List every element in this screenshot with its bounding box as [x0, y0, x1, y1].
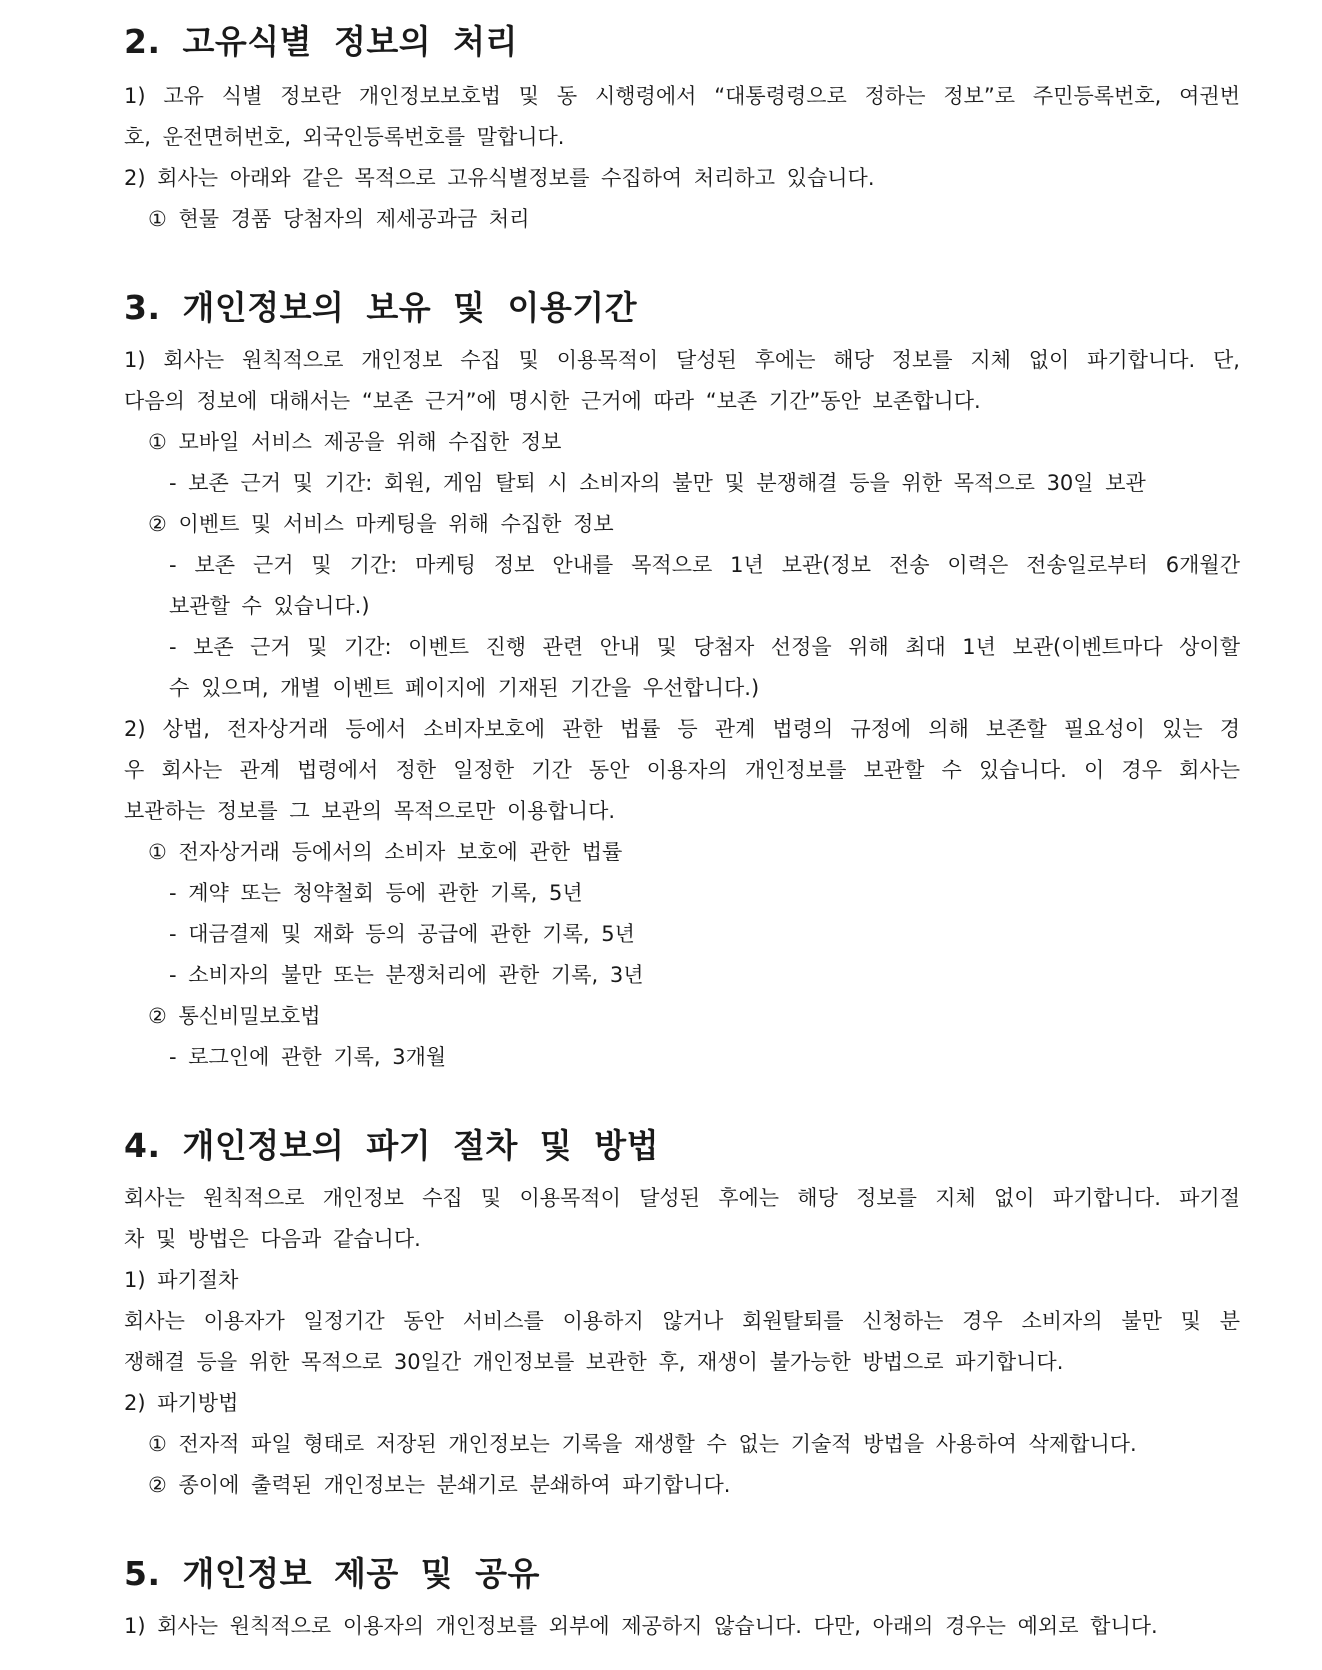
section-4-heading-1: 1) 파기절차: [124, 1268, 239, 1292]
section-3-law-1-a: - 계약 또는 청약철회 등에 관한 기록, 5년: [169, 881, 583, 905]
section-3: [124, 286, 1240, 1078]
section-3-para-2b: 우 회사는 관계 법령에서 정한 일정한 기간 동안 이용자의 개인정보를 보관할 수 있습니다. 이 경우 회사는: [124, 758, 1240, 782]
section-4-para-1a: 회사는 원칙적으로 개인정보 수집 및 이용목적이 달성된 후에는 해당 정보를 지체 없이 파기합니다. 파기절: [124, 1186, 1240, 1210]
section-3-item-1-detail: - 보존 근거 및 기간: 회원, 게임 탈퇴 시 소비자의 불만 및 분쟁해결 등을 위한 목적으로 30일 보관: [169, 471, 1146, 495]
section-2-para-1a: 1) 고유 식별 정보란 개인정보보호법 및 동 시행령에서 “대통령령으로 정하는 정보”로 주민등록번호, 여권번: [124, 84, 1240, 108]
section-4-para-2b: 쟁해결 등을 위한 목적으로 30일간 개인정보를 보관한 후, 재생이 불가능한 방법으로 파기합니다.: [124, 1350, 1064, 1374]
section-gap: [124, 240, 1240, 286]
section-3-item-2: ② 이벤트 및 서비스 마케팅을 위해 수집한 정보: [148, 512, 614, 536]
section-3-law-1: ① 전자상거래 등에서의 소비자 보호에 관한 법률: [148, 840, 623, 864]
section-4: [124, 1124, 1240, 1506]
section-4-para-2a: 회사는 이용자가 일정기간 동안 서비스를 이용하지 않거나 회원탈퇴를 신청하는 경우 소비자의 불만 및 분: [124, 1309, 1240, 1333]
section-2-para-1b: 호, 운전면허번호, 외국인등록번호를 말합니다.: [124, 125, 565, 149]
section-3-para-2a: 2) 상법, 전자상거래 등에서 소비자보호에 관한 법률 등 관계 법령의 규정에 의해 보존할 필요성이 있는 경: [124, 717, 1240, 741]
section-2: [124, 20, 1240, 240]
section-2-para-2: 2) 회사는 아래와 같은 목적으로 고유식별정보를 수집하여 처리하고 있습니다.: [124, 166, 875, 190]
section-3-title: 3. 개인정보의 보유 및 이용기간: [124, 288, 637, 327]
section-4-heading-2: 2) 파기방법: [124, 1391, 239, 1415]
section-3-law-2: ② 통신비밀보호법: [148, 1004, 321, 1028]
section-2-item-1: ① 현물 경품 당첨자의 제세공과금 처리: [148, 207, 530, 231]
section-5-para-1: 1) 회사는 원칙적으로 이용자의 개인정보를 외부에 제공하지 않습니다. 다만, 아래의 경우는 예외로 합니다.: [124, 1614, 1158, 1638]
section-4-para-1b: 차 및 방법은 다음과 같습니다.: [124, 1227, 421, 1251]
section-4-title: 4. 개인정보의 파기 절차 및 방법: [124, 1126, 659, 1165]
section-3-law-1-c: - 소비자의 불만 또는 분쟁처리에 관한 기록, 3년: [169, 963, 644, 987]
section-3-item-2-detail-1a: - 보존 근거 및 기간: 마케팅 정보 안내를 목적으로 1년 보관(정보 전송 이력은 전송일로부터 6개월간: [169, 553, 1240, 577]
section-3-item-2-detail-1b: 보관할 수 있습니다.): [169, 594, 370, 618]
document-page: [124, 0, 1240, 1647]
section-3-item-2-detail-2b: 수 있으며, 개별 이벤트 페이지에 기재된 기간을 우선합니다.): [169, 676, 760, 700]
section-3-para-2c: 보관하는 정보를 그 보관의 목적으로만 이용합니다.: [124, 799, 616, 823]
section-3-para-1a: 1) 회사는 원칙적으로 개인정보 수집 및 이용목적이 달성된 후에는 해당 정보를 지체 없이 파기합니다. 단,: [124, 348, 1240, 372]
section-5: [124, 1552, 1240, 1647]
section-3-item-1: ① 모바일 서비스 제공을 위해 수집한 정보: [148, 430, 562, 454]
section-3-law-2-a: - 로그인에 관한 기록, 3개월: [169, 1045, 447, 1069]
section-gap: [124, 1078, 1240, 1124]
section-4-item-1: ① 전자적 파일 형태로 저장된 개인정보는 기록을 재생할 수 없는 기술적 방법을 사용하여 삭제합니다.: [148, 1432, 1137, 1456]
section-gap: [124, 1506, 1240, 1552]
section-2-title: 2. 고유식별 정보의 처리: [124, 22, 518, 61]
section-3-law-1-b: - 대금결제 및 재화 등의 공급에 관한 기록, 5년: [169, 922, 635, 946]
section-5-title: 5. 개인정보 제공 및 공유: [124, 1554, 540, 1593]
section-3-para-1b: 다음의 정보에 대해서는 “보존 근거”에 명시한 근거에 따라 “보존 기간”동안 보존합니다.: [124, 389, 981, 413]
section-3-item-2-detail-2a: - 보존 근거 및 기간: 이벤트 진행 관련 안내 및 당첨자 선정을 위해 최대 1년 보관(이벤트마다 상이할: [169, 635, 1240, 659]
section-4-item-2: ② 종이에 출력된 개인정보는 분쇄기로 분쇄하여 파기합니다.: [148, 1473, 731, 1497]
